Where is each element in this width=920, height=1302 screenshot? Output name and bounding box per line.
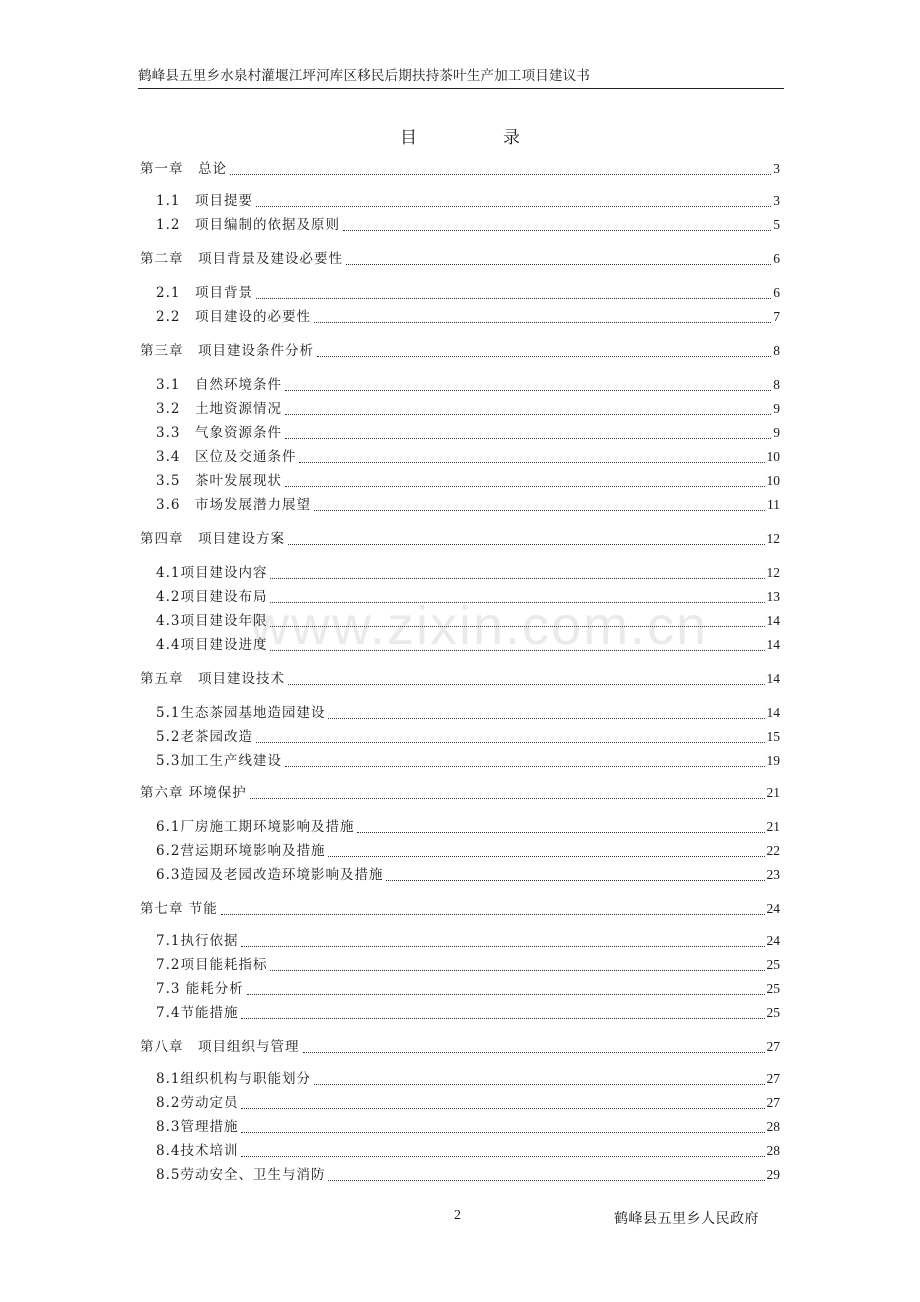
toc-leader-dots — [230, 173, 771, 175]
toc-leader-dots — [328, 1179, 764, 1181]
toc-entry[interactable] — [140, 864, 780, 884]
toc-entry-label: 3.4 区位及交通条件 — [156, 449, 297, 465]
toc-entry-label: 6.1厂房施工期环境影响及措施 — [156, 819, 355, 835]
toc-entry-label: 5.3加工生产线建设 — [156, 753, 282, 769]
toc-entry-label: 第五章 项目建设技术 — [140, 671, 285, 687]
toc-entry-page: 27 — [766, 1039, 780, 1054]
toc-entry-page: 8 — [773, 343, 780, 358]
toc-leader-dots — [386, 879, 764, 881]
toc-leader-dots — [346, 263, 771, 265]
toc-leader-dots — [270, 969, 764, 971]
toc-entry[interactable] — [140, 446, 780, 466]
toc-entry-label: 第一章 总论 — [140, 161, 227, 177]
toc-entry-label: 8.3管理措施 — [156, 1119, 239, 1135]
toc-title-left: 目 — [400, 128, 417, 148]
footer-org: 鹤峰县五里乡人民政府 — [614, 1211, 759, 1227]
toc-entry[interactable] — [140, 528, 780, 548]
toc-entry-page: 14 — [766, 705, 780, 720]
toc-leader-dots — [256, 205, 771, 207]
toc-entry-label: 7.4节能措施 — [156, 1005, 239, 1021]
toc-entry-label: 第七章 节能 — [140, 901, 218, 917]
toc-leader-dots — [285, 413, 771, 415]
toc-leader-dots — [221, 913, 765, 915]
toc-entry-page: 13 — [766, 589, 780, 604]
toc-entry-label: 3.6 市场发展潜力展望 — [156, 497, 311, 513]
toc-entry-page: 14 — [766, 637, 780, 652]
toc-entry-page: 14 — [766, 671, 780, 686]
toc-entry-label: 1.2 项目编制的依据及原则 — [156, 217, 340, 233]
toc-entry[interactable] — [140, 1140, 780, 1160]
toc-leader-dots — [241, 1131, 764, 1133]
toc-entry[interactable] — [140, 750, 780, 770]
toc-leader-dots — [314, 509, 765, 511]
toc-entry[interactable] — [140, 816, 780, 836]
toc-entry-page: 14 — [766, 613, 780, 628]
toc-entry-page: 7 — [773, 309, 780, 324]
toc-entry-label: 4.1项目建设内容 — [156, 565, 268, 581]
toc-entry[interactable] — [140, 898, 780, 918]
toc-entry-label: 4.4项目建设进度 — [156, 637, 268, 653]
toc-entry-page: 27 — [766, 1095, 780, 1110]
toc-leader-dots — [241, 1107, 764, 1109]
toc-entry[interactable] — [140, 158, 780, 178]
toc-entry[interactable] — [140, 930, 780, 950]
toc-entry-label: 第三章 项目建设条件分析 — [140, 343, 314, 359]
toc-entry-page: 24 — [766, 933, 780, 948]
toc-leader-dots — [299, 461, 764, 463]
toc-entry[interactable] — [140, 978, 780, 998]
toc-entry[interactable] — [140, 634, 780, 654]
toc-entry-page: 10 — [766, 449, 780, 464]
toc-entry[interactable] — [140, 840, 780, 860]
toc-entry[interactable] — [140, 782, 780, 802]
toc-entry[interactable] — [140, 726, 780, 746]
toc-leader-dots — [303, 1051, 765, 1053]
running-header: 鹤峰县五里乡水泉村灌堰江坪河库区移民后期扶持茶叶生产加工项目建议书 — [138, 64, 784, 89]
toc-leader-dots — [357, 831, 764, 833]
toc-entry[interactable] — [140, 1092, 780, 1112]
toc-leader-dots — [270, 625, 764, 627]
toc-leader-dots — [256, 297, 771, 299]
toc-entry[interactable] — [140, 1036, 780, 1056]
toc-entry-page: 6 — [773, 285, 780, 300]
toc-entry[interactable] — [140, 248, 780, 268]
toc-entry-page: 12 — [766, 565, 780, 580]
toc-entry[interactable] — [140, 1116, 780, 1136]
toc-entry[interactable] — [140, 340, 780, 360]
toc-entry-label: 3.5 茶叶发展现状 — [156, 473, 282, 489]
toc-entry-page: 25 — [766, 1005, 780, 1020]
toc-title-right: 录 — [503, 128, 520, 148]
toc-entry[interactable] — [140, 702, 780, 722]
toc-entry[interactable] — [140, 306, 780, 326]
toc-entry-label: 2.2 项目建设的必要性 — [156, 309, 311, 325]
toc-entry-page: 24 — [766, 901, 780, 916]
toc-entry-page: 5 — [773, 217, 780, 232]
toc-entry-page: 10 — [766, 473, 780, 488]
toc-entry[interactable] — [140, 374, 780, 394]
toc-entry[interactable] — [140, 1164, 780, 1184]
toc-leader-dots — [343, 229, 771, 231]
toc-leader-dots — [256, 741, 765, 743]
toc-entry[interactable] — [140, 954, 780, 974]
toc-leader-dots — [241, 1017, 764, 1019]
toc-entry[interactable] — [140, 214, 780, 234]
toc-leader-dots — [317, 355, 771, 357]
toc-entry-page: 12 — [766, 531, 780, 546]
toc-entry-label: 8.2劳动定员 — [156, 1095, 239, 1111]
toc-entry[interactable] — [140, 562, 780, 582]
toc-leader-dots — [270, 601, 764, 603]
toc-entry-label: 3.2 土地资源情况 — [156, 401, 282, 417]
toc-entry[interactable] — [140, 610, 780, 630]
toc-leader-dots — [270, 649, 764, 651]
page-number: 2 — [454, 1208, 461, 1223]
toc-entry-label: 7.3 能耗分析 — [156, 981, 244, 997]
toc-entry-label: 8.4技术培训 — [156, 1143, 239, 1159]
toc-entry[interactable] — [140, 190, 780, 210]
toc-entry-label: 第六章 环境保护 — [140, 785, 247, 801]
toc-title — [0, 123, 920, 148]
toc-entry-label: 7.1执行依据 — [156, 933, 239, 949]
toc-entry-page: 28 — [766, 1143, 780, 1158]
toc-leader-dots — [247, 993, 765, 995]
toc-entry-label: 5.1生态茶园基地造园建设 — [156, 705, 326, 721]
toc-entry-page: 19 — [766, 753, 780, 768]
toc-entry-page: 9 — [773, 401, 780, 416]
toc-leader-dots — [285, 485, 765, 487]
toc-entry[interactable] — [140, 422, 780, 442]
toc-entry-label: 3.3 气象资源条件 — [156, 425, 282, 441]
toc-entry-page: 27 — [766, 1071, 780, 1086]
toc-entry[interactable] — [140, 282, 780, 302]
toc-leader-dots — [241, 945, 764, 947]
toc-entry-label: 6.3造园及老园改造环境影响及措施 — [156, 867, 384, 883]
toc-entry-page: 21 — [766, 819, 780, 834]
toc-leader-dots — [285, 437, 771, 439]
toc-entry[interactable] — [140, 494, 780, 514]
toc-entry-page: 25 — [766, 981, 780, 996]
toc-entry-page: 9 — [773, 425, 780, 440]
toc-entry[interactable] — [140, 1002, 780, 1022]
toc-entry[interactable] — [140, 1068, 780, 1088]
toc-entry-page: 8 — [773, 377, 780, 392]
toc-entry-page: 22 — [766, 843, 780, 858]
toc-entry-label: 第八章 项目组织与管理 — [140, 1039, 300, 1055]
toc-entry[interactable] — [140, 586, 780, 606]
toc-entry[interactable] — [140, 668, 780, 688]
toc-entry-page: 25 — [766, 957, 780, 972]
toc-entry-page: 28 — [766, 1119, 780, 1134]
toc-leader-dots — [250, 797, 765, 799]
toc-entry[interactable] — [140, 470, 780, 490]
toc-leader-dots — [314, 321, 771, 323]
toc-entry-page: 3 — [773, 161, 780, 176]
toc-entry-label: 第二章 项目背景及建设必要性 — [140, 251, 343, 267]
toc-leader-dots — [288, 543, 765, 545]
toc-entry-label: 8.5劳动安全、卫生与消防 — [156, 1167, 326, 1183]
toc-leader-dots — [285, 389, 771, 391]
toc-entry-page: 23 — [766, 867, 780, 882]
toc-entry[interactable] — [140, 398, 780, 418]
toc-leader-dots — [241, 1155, 764, 1157]
toc-entry-label: 6.2营运期环境影响及措施 — [156, 843, 326, 859]
toc-entry-label: 5.2老茶园改造 — [156, 729, 253, 745]
toc-entry-label: 8.1组织机构与职能划分 — [156, 1071, 311, 1087]
toc-entry-page: 15 — [766, 729, 780, 744]
toc-entry-label: 4.2项目建设布局 — [156, 589, 268, 605]
toc-entry-page: 29 — [766, 1167, 780, 1182]
toc-entry-page: 21 — [766, 785, 780, 800]
watermark: www.zixin.com.cn — [250, 596, 709, 656]
toc-leader-dots — [328, 717, 764, 719]
toc-leader-dots — [285, 765, 765, 767]
toc-entry-label: 第四章 项目建设方案 — [140, 531, 285, 547]
toc-leader-dots — [288, 683, 765, 685]
toc-entry-label: 2.1 项目背景 — [156, 285, 253, 301]
toc-entry-page: 11 — [767, 497, 780, 512]
toc-leader-dots — [314, 1083, 765, 1085]
toc-entry-label: 7.2项目能耗指标 — [156, 957, 268, 973]
toc-entry-page: 3 — [773, 193, 780, 208]
toc-leader-dots — [270, 577, 764, 579]
toc-entry-label: 1.1 项目提要 — [156, 193, 253, 209]
toc-entry-page: 6 — [773, 251, 780, 266]
toc-leader-dots — [328, 855, 764, 857]
toc-entry-label: 3.1 自然环境条件 — [156, 377, 282, 393]
toc-entry-label: 4.3项目建设年限 — [156, 613, 268, 629]
